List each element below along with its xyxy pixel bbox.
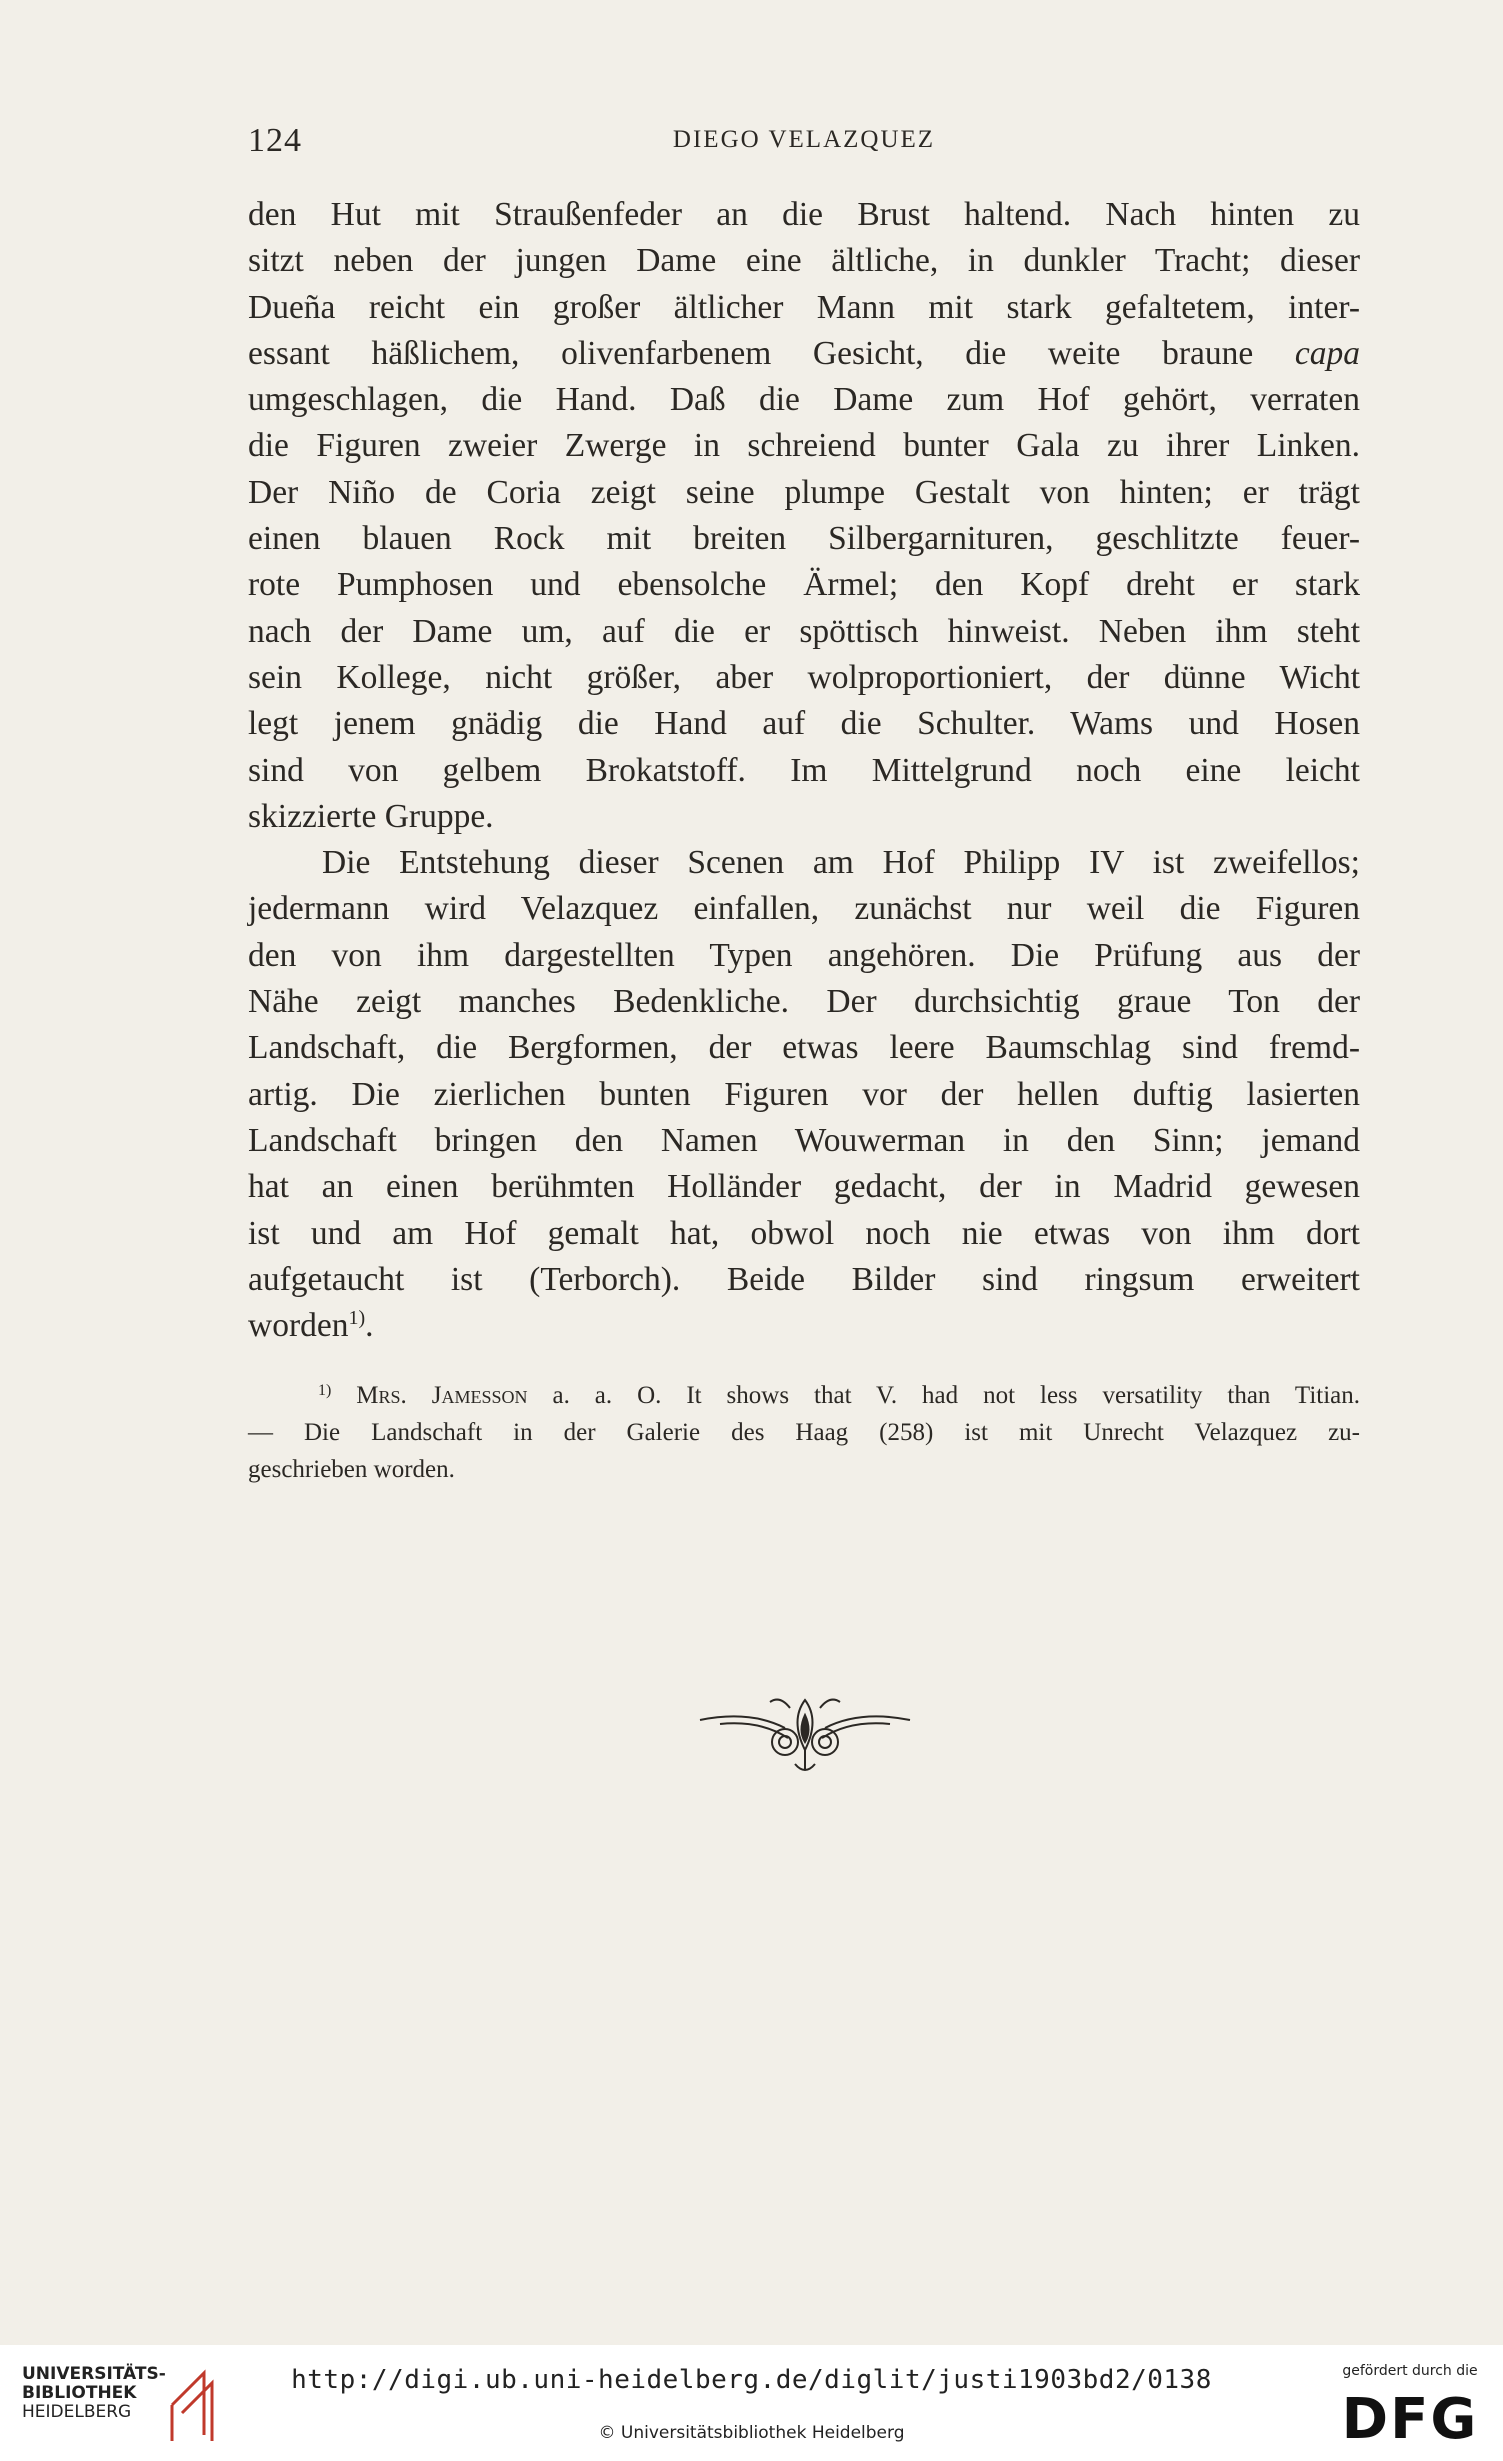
library-line: BIBLIOTHEK <box>22 2383 137 2403</box>
text-line <box>248 331 1360 377</box>
floral-vignette-icon <box>690 1680 920 1780</box>
funder-logo <box>1330 2363 1490 2453</box>
text-line: den von ihm dargestellten Typen angehören. Die Prüfung aus der <box>248 936 1360 974</box>
text-line: sein Kollege, nicht größer, aber wolproportioniert, der dünne Wicht <box>248 658 1360 696</box>
text-line: hat an einen berühmten Holländer gedacht, der in Madrid gewesen <box>248 1168 1360 1206</box>
text-line: Landschaft bringen den Namen Wouwerman in den Sinn; jemand <box>248 1121 1360 1159</box>
text-line: die Figuren zweier Zwerge in schreiend bunter Gala zu ihrer Linken. <box>248 427 1360 465</box>
page-number: 124 <box>248 122 302 159</box>
copyright-notice: © Universitätsbibliothek Heidelberg <box>598 2423 905 2443</box>
footnote-reference: 1) <box>348 1307 366 1330</box>
text-line: Die Entstehung dieser Scenen am Hof Philipp IV ist zweifellos; <box>322 844 1360 882</box>
running-title: DIEGO VELAZQUEZ <box>672 126 936 153</box>
text-line-part: essant häßlichem, olivenfarbenem Gesicht, die weite braune <box>248 334 1254 372</box>
permalink-url[interactable]: http://digi.ub.uni-heidelberg.de/diglit/justi1903bd2/0138 <box>291 2365 1212 2395</box>
footer-bar <box>0 2345 1503 2461</box>
footnote <box>248 1377 1360 1488</box>
text-line: aufgetaucht ist (Terborch). Beide Bilder sind ringsum erweitert <box>248 1260 1360 1298</box>
footnote-text: a. a. O. It shows that V. had not less versatility than Titian. <box>552 1382 1361 1409</box>
running-head <box>248 122 1360 162</box>
footnote-line: geschrieben worden. <box>248 1456 455 1483</box>
library-line: HEIDELBERG <box>22 2402 132 2422</box>
text-line-part: worden <box>248 1307 349 1345</box>
body-text <box>248 192 1360 1349</box>
funder-caption: gefördert durch die <box>1342 2363 1478 2379</box>
text-line: skizzierte Gruppe. <box>248 797 494 835</box>
text-line: worden$^{1)}$. <box>248 1307 374 1345</box>
footnote-line: — Die Landschaft in der Galerie des Haag (258) ist mit Unrecht Velazquez zu- <box>248 1419 1360 1446</box>
italic-term: capa <box>1294 334 1360 372</box>
text-line: sind von gelbem Brokatstoff. Im Mittelgrund noch eine leicht <box>248 751 1360 789</box>
text-line: jedermann wird Velazquez einfallen, zunächst nur weil die Figuren <box>248 890 1360 928</box>
dfg-logo-icon: DFG <box>1341 2387 1479 2452</box>
text-line: den Hut mit Straußenfeder an die Brust haltend. Nach hinten zu <box>248 196 1360 233</box>
text-line: Der Niño de Coria zeigt seine plumpe Gestalt von hinten; er trägt <box>248 473 1360 511</box>
text-line: Nähe zeigt manches Bedenkliche. Der durchsichtig graue Ton der <box>248 983 1360 1021</box>
footnote-line <box>248 1377 1360 1414</box>
text-line: ist und am Hof gemalt hat, obwol noch nie etwas von ihm dort <box>248 1214 1360 1252</box>
text-line: Dueña reicht ein großer ältlicher Mann mit stark gefaltetem, inter- <box>248 288 1360 326</box>
text-line: artig. Die zierlichen bunten Figuren vor der hellen duftig lasierten <box>248 1075 1360 1113</box>
text-line: nach der Dame um, auf die er spöttisch hinweist. Neben ihm steht <box>248 612 1360 650</box>
text-line: einen blauen Rock mit breiten Silbergarnituren, geschlitzte feuer- <box>248 520 1360 558</box>
text-line: umgeschlagen, die Hand. Daß die Dame zum Hof gehört, verraten <box>248 381 1360 419</box>
text-line: legt jenem gnädig die Hand auf die Schulter. Wams und Hosen <box>248 705 1360 743</box>
footnote-marker: 1) <box>318 1382 332 1399</box>
footnote-author: Mrs. Jamesson <box>356 1382 528 1409</box>
library-line: UNIVERSITÄTS- <box>22 2364 166 2384</box>
text-line: rote Pumphosen und ebensolche Ärmel; den Kopf dreht er stark <box>248 566 1360 604</box>
text-line: Landschaft, die Bergformen, der etwas leere Baumschlag sind fremd- <box>248 1029 1360 1067</box>
text-line: sitzt neben der jungen Dame eine ältliche, in dunkler Tracht; dieser <box>248 242 1360 280</box>
